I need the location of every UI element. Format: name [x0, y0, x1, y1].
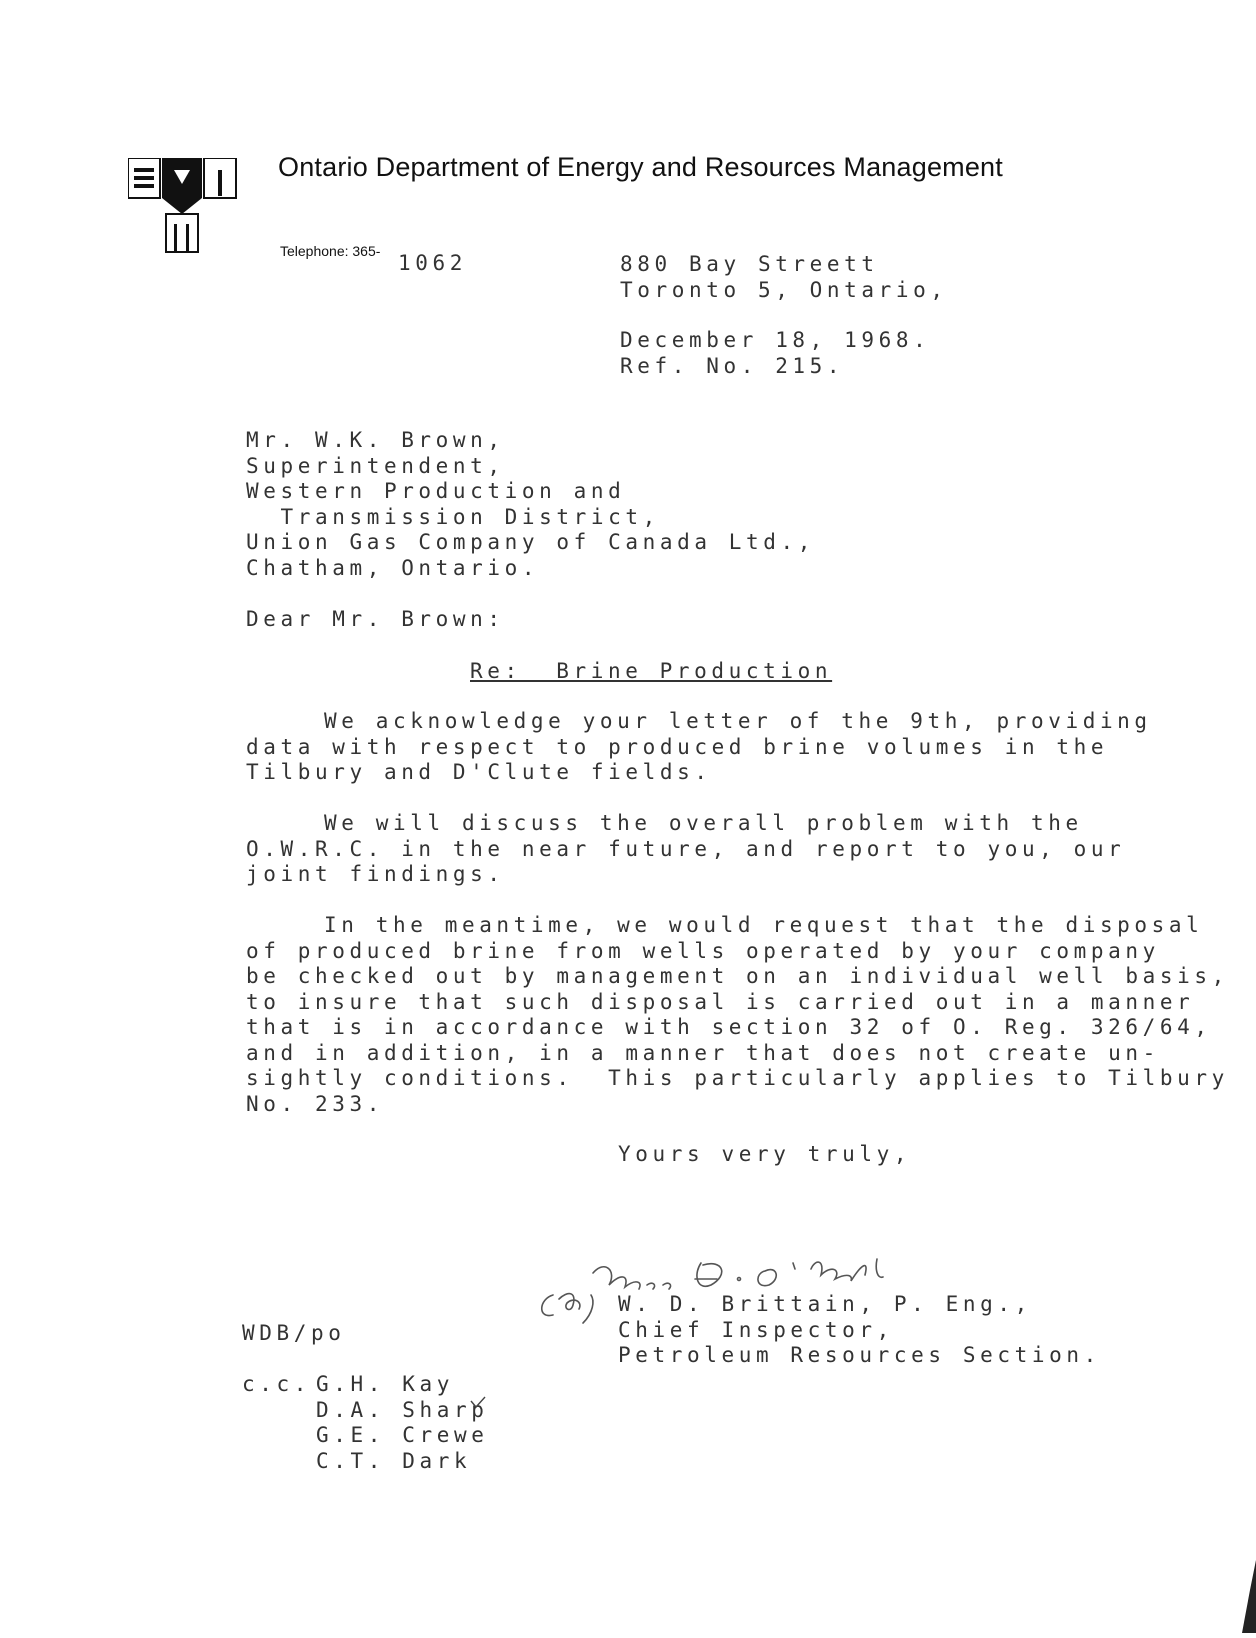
paragraph: [246, 709, 1229, 786]
body-line: of produced brine from wells operated by your company: [246, 938, 1160, 963]
cc-recipient: C.T. Dark: [316, 1448, 472, 1473]
subject-line: Re: Brine Production: [470, 659, 833, 683]
salutation: Dear Mr. Brown:: [246, 607, 505, 631]
department-name: Ontario Department of Energy and Resources Management: [278, 152, 1003, 182]
signatory-title: Chief Inspector,: [618, 1317, 894, 1342]
recipient-line: Union Gas Company of Canada Ltd.,: [246, 530, 816, 554]
recipient-line: Chatham, Ontario.: [246, 555, 540, 580]
cc-recipient: D.A. Sharp: [316, 1397, 489, 1422]
recipient-line: Mr. W.K. Brown,: [246, 428, 505, 452]
body-line: We acknowledge your letter of the 9th, providing: [324, 709, 1152, 733]
paragraph: [246, 811, 1229, 888]
body-line: In the meantime, we would request that the disposal: [324, 913, 1204, 937]
body-line: We will discuss the overall problem with the: [324, 811, 1083, 835]
recipient-line: Western Production and: [246, 479, 626, 503]
body-line: that is in accordance with section 32 of O. Reg. 326/64,: [246, 1015, 1212, 1039]
cc-recipient: G.E. Crewe: [316, 1423, 489, 1447]
erm-logo: [128, 158, 240, 259]
body-line: and in addition, in a manner that does not create un-: [246, 1040, 1160, 1065]
address-line: Toronto 5, Ontario,: [620, 277, 948, 302]
recipient-address: [246, 428, 815, 581]
paragraph: [246, 913, 1229, 1117]
recipient-line: Superintendent,: [246, 453, 505, 478]
telephone-extension: 1062: [398, 251, 467, 275]
letter-body: [246, 709, 1229, 1143]
cc-label: c.c.: [242, 1372, 311, 1396]
page-edge-shadow: [1240, 1560, 1256, 1638]
address-line: 880 Bay Streett: [620, 252, 879, 276]
body-line: data with respect to produced brine volumes in the: [246, 734, 1109, 759]
signatory-section: Petroleum Resources Section.: [618, 1343, 1101, 1367]
date-block: [620, 328, 930, 379]
typist-initials: WDB/po: [242, 1321, 346, 1345]
telephone-label: Telephone: 365-: [280, 243, 381, 259]
letter-date: December 18, 1968.: [620, 328, 931, 352]
reference-number: Ref. No. 215.: [620, 353, 845, 378]
check-mark-icon: [470, 1396, 486, 1415]
signatory-name: W. D. Brittain, P. Eng.,: [618, 1292, 1032, 1316]
body-line: be checked out by management on an individual well basis,: [246, 964, 1229, 988]
body-line: Tilbury and D'Clute fields.: [246, 760, 712, 784]
cc-list: [316, 1372, 488, 1474]
signature-block: [618, 1292, 1101, 1369]
closing: Yours very truly,: [618, 1142, 912, 1166]
body-line: O.W.R.C. in the near future, and report to you, our: [246, 836, 1126, 861]
body-line: joint findings.: [246, 862, 505, 886]
recipient-line: Transmission District,: [246, 504, 660, 529]
body-line: No. 233.: [246, 1091, 384, 1116]
body-line: to insure that such disposal is carried out in a manner: [246, 989, 1195, 1014]
body-line: sightly conditions. This particularly applies to Tilbury: [246, 1066, 1229, 1090]
sender-address: [620, 252, 948, 303]
cc-recipient: G.H. Kay: [316, 1372, 454, 1396]
